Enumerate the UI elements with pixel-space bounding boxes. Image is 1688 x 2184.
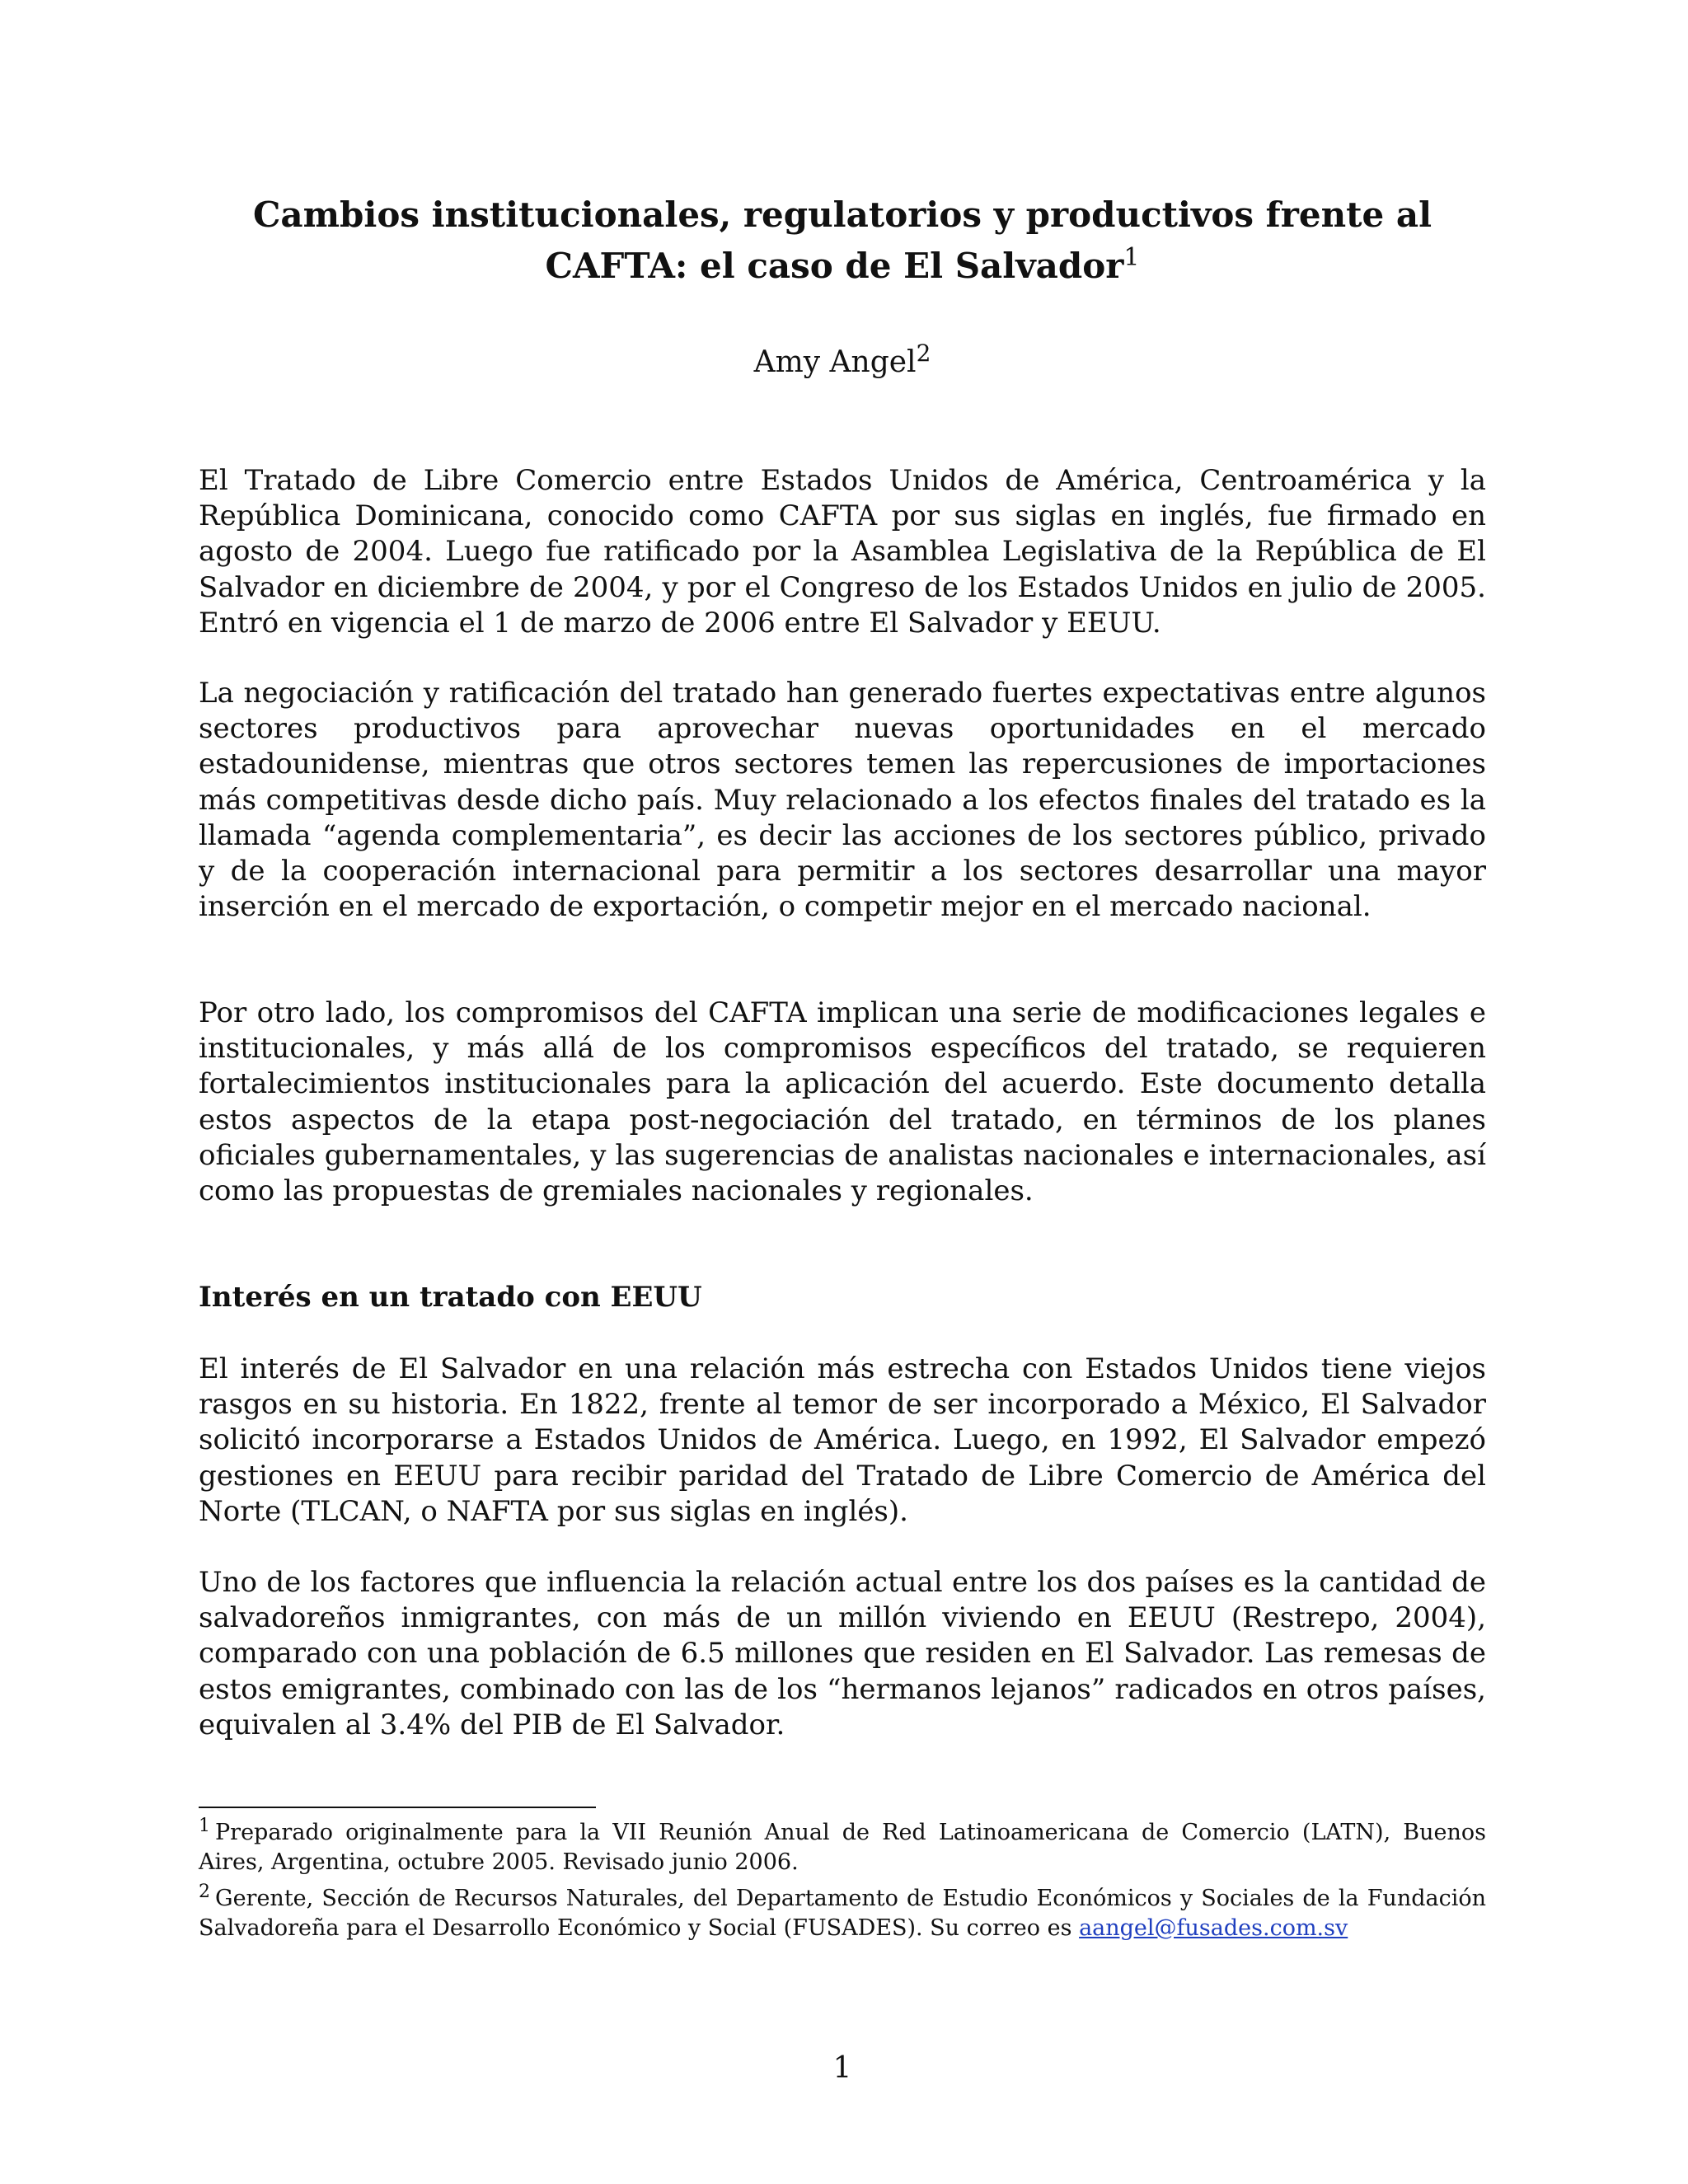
section-paragraph-2: Uno de los factores que influencia la relación actual entre los dos países es la cantidad de salvadoreños inmigrantes, con más de un millón viviendo en EEUU (Restrepo, 2004), comparado con una población de 6.5 millones que residen en El Salvador. Las remesas de estos emigrantes, combinado con las de los “hermanos lejanos” radicados en otros países, equivalen al 3.4% del PIB de El Salvador. (199, 1566, 1486, 1741)
section-paragraph-1: El interés de El Salvador en una relación más estrecha con Estados Unidos tiene viejos rasgos en su historia. En 1822, frente al temor de ser incorporado a México, El Salvador solicitó incorporarse a Estados Unidos de América. Luego, en 1992, El Salvador empezó gestiones en EEUU para recibir paridad del Tratado de Libre Comercio de América del Norte (TLCAN, o NAFTA por sus siglas en inglés). (199, 1352, 1486, 1528)
intro-paragraph-2: La negociación y ratificación del tratado han generado fuertes expectativas entre algunos sectores productivos para aprovechar nuevas oportunidades en el mercado estadounidense, mientras que otros sectores temen las repercusiones de importaciones más competitivas desde dicho país. Muy relacionado a los efectos finales del tratado es la llamada “agenda complementaria”, es decir las acciones de los sectores público, privado y de la cooperación internacional para permitir a los sectores desarrollar una mayor inserción en el mercado de exportación, o competir mejor en el mercado nacional. (199, 677, 1486, 924)
author-name: Amy Angel (753, 345, 917, 379)
title-footnote-ref[interactable]: 1 (1123, 243, 1140, 272)
footnote-2-mark: 2 (199, 1882, 210, 1902)
author-email-link[interactable]: aangel@fusades.com.sv (1079, 1915, 1348, 1941)
intro-paragraph-1: El Tratado de Libre Comercio entre Estados Unidos de América, Centroamérica y la República Dominicana, conocido como CAFTA por sus siglas en inglés, fue firmado en agosto de 2004. Luego fue ratificado por la Asamblea Legislativa de la República de El Salvador en diciembre de 2004, y por el Congreso de los Estados Unidos en julio de 2005. Entró en vigencia el 1 de marzo de 2006 entre El Salvador y EEUU. (199, 464, 1486, 640)
title-line-2: CAFTA: el caso de El Salvador (545, 246, 1124, 286)
footnote-2-text: Gerente, Sección de Recursos Naturales, del Departamento de Estudio Económicos y Sociales de la Fundación Salvadoreña para el Desarrollo Económico y Social (FUSADES). Su correo es (199, 1886, 1486, 1941)
footnote-1-text: Preparado originalmente para la VII Reunión Anual de Red Latinoamericana de Comercio (LATN), Buenos Aires, Argentina, octubre 2005. Revisado junio 2006. (199, 1820, 1486, 1875)
footnote-1 (199, 1818, 1486, 1877)
intro-paragraph-3: Por otro lado, los compromisos del CAFTA implican una serie de modificaciones legales e institucionales, y más allá de los compromisos específicos del tratado, se requieren fortalecimientos institucionales para la aplicación del acuerdo. Este documento detalla estos aspectos de la etapa post-negociación del tratado, en términos de los planes oficiales gubernamentales, y las sugerencias de analistas nacionales e internacionales, así como las propuestas de gremiales nacionales y regionales. (199, 996, 1486, 1208)
footnote-separator (199, 1807, 596, 1808)
footnote-2 (199, 1884, 1486, 1943)
document-title (199, 190, 1486, 292)
section-heading: Interés en un tratado con EEUU (199, 1281, 702, 1314)
author-footnote-ref[interactable]: 2 (916, 340, 931, 367)
title-line-1: Cambios institucionales, regulatorios y productivos frente al (252, 194, 1432, 235)
footnote-1-mark: 1 (199, 1816, 210, 1836)
page-number: 1 (832, 2051, 852, 2085)
author-line (199, 340, 1486, 385)
